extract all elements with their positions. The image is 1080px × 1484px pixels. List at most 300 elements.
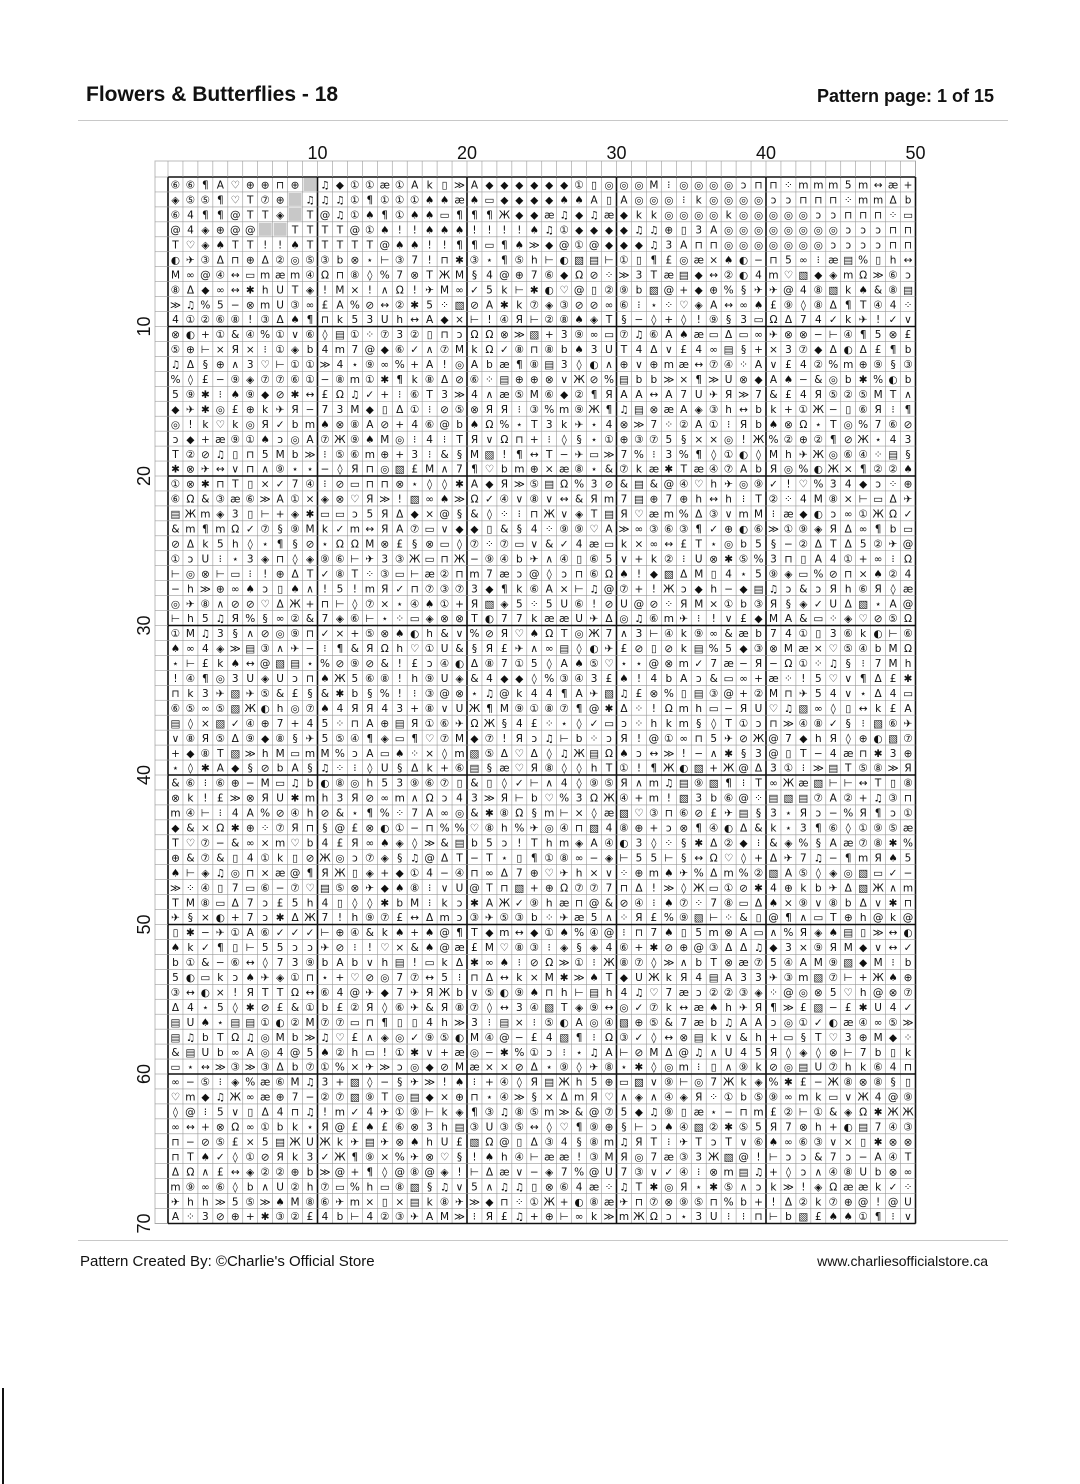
stitch-symbol: 7 [800, 852, 807, 865]
stitch-symbol: h [755, 1031, 762, 1044]
stitch-symbol: § [726, 314, 732, 327]
stitch-symbol: ◎ [709, 179, 719, 192]
stitch-symbol: ⑤ [215, 732, 226, 745]
stitch-symbol: ⁝ [547, 433, 551, 446]
stitch-symbol: ⑧ [529, 493, 539, 506]
stitch-symbol: ↔ [186, 986, 195, 999]
stitch-symbol: ⊓ [888, 239, 898, 252]
stitch-symbol: × [634, 538, 644, 551]
stitch-symbol: Δ [440, 852, 449, 865]
stitch-symbol: − [245, 777, 255, 790]
stitch-symbol: ⑤ [215, 702, 226, 715]
stitch-symbol: ③ [888, 792, 898, 805]
stitch-symbol: ④ [843, 329, 853, 342]
stitch-symbol: ↔ [679, 1001, 689, 1014]
stitch-symbol: ▧ [454, 299, 465, 312]
stitch-symbol: ◆ [814, 344, 823, 357]
stitch-symbol: U [694, 553, 703, 566]
stitch-symbol: ♡ [305, 882, 315, 895]
stitch-symbol: b [560, 344, 568, 357]
stitch-symbol: ⊘ [260, 762, 270, 775]
stitch-symbol: £ [336, 1001, 344, 1014]
stitch-symbol: ♡ [409, 643, 420, 656]
stitch-symbol: ⑥ [424, 777, 435, 790]
stitch-symbol: ⊢ [574, 986, 584, 999]
stitch-symbol: ⑦ [260, 194, 270, 207]
stitch-symbol: % [663, 687, 674, 700]
stitch-symbol: ◈ [365, 867, 374, 880]
stitch-symbol: ♠ [529, 986, 539, 999]
stitch-symbol: ⑥ [888, 717, 898, 730]
stitch-symbol: ▤ [334, 329, 345, 342]
stitch-symbol: ↔ [499, 1001, 509, 1014]
stitch-symbol: ∧ [276, 643, 284, 656]
stitch-symbol: − [186, 1136, 195, 1149]
stitch-symbol: k [426, 1196, 433, 1209]
stitch-symbol: M [499, 702, 509, 715]
stitch-symbol: T [725, 717, 732, 730]
stitch-symbol: Δ [605, 613, 613, 626]
stitch-symbol: k [815, 1091, 822, 1104]
stitch-symbol: ⋆ [411, 478, 418, 491]
stitch-symbol: k [471, 344, 478, 357]
stitch-symbol: h [575, 867, 583, 880]
stitch-symbol: ✱ [724, 747, 734, 760]
stitch-symbol: ¶ [501, 254, 508, 267]
stitch-symbol: U [440, 643, 449, 656]
stitch-symbol: 3 [844, 1031, 852, 1044]
stitch-symbol: T [755, 777, 762, 790]
stitch-symbol: 4 [426, 867, 433, 880]
stitch-symbol: ↄ [785, 1151, 792, 1164]
stitch-symbol: ① [320, 1061, 330, 1074]
stitch-symbol: A [799, 957, 807, 970]
stitch-symbol: ◊ [711, 448, 717, 461]
stitch-symbol: ⑦ [409, 972, 420, 985]
stitch-symbol: ≫ [169, 882, 181, 895]
stitch-symbol: T [486, 882, 493, 895]
stitch-symbol: Ж [663, 762, 675, 775]
stitch-symbol: 7 [276, 957, 284, 970]
stitch-symbol: ◈ [201, 867, 210, 880]
stitch-symbol: ⁝ [323, 448, 327, 461]
stitch-symbol: ▧ [604, 687, 614, 700]
stitch-symbol: ⊓ [694, 732, 703, 745]
stitch-symbol: ⑧ [230, 314, 240, 327]
stitch-symbol: 3 [426, 1121, 433, 1134]
stitch-symbol: ◐ [843, 1121, 853, 1134]
stitch-symbol: b [486, 359, 493, 372]
stitch-symbol: h [231, 538, 239, 551]
stitch-symbol: ④ [290, 807, 300, 820]
stitch-symbol: ¶ [725, 777, 732, 790]
stitch-symbol: ⁝ [891, 403, 895, 416]
stitch-symbol: ¶ [216, 942, 224, 955]
stitch-symbol: ① [170, 628, 181, 641]
stitch-symbol: ⁝ [861, 658, 865, 671]
stitch-symbol: ⋆ [381, 613, 389, 626]
stitch-symbol: § [456, 1151, 463, 1164]
stitch-symbol: 4 [336, 702, 344, 715]
stitch-symbol: ◊ [591, 807, 597, 820]
stitch-symbol: Δ [530, 1136, 538, 1149]
stitch-symbol: ▯ [800, 553, 807, 566]
stitch-symbol: ① [290, 972, 300, 985]
stitch-symbol: ⊘ [873, 613, 883, 626]
stitch-symbol: U [904, 1196, 912, 1209]
stitch-symbol: ④ [559, 822, 569, 835]
stitch-symbol: æ [693, 329, 704, 342]
stitch-symbol: ♡ [634, 807, 644, 820]
stitch-symbol: b [740, 1196, 747, 1209]
stitch-symbol: ∧ [440, 463, 449, 476]
stitch-symbol: ↄ [740, 179, 747, 192]
stitch-symbol: + [290, 717, 300, 730]
stitch-symbol: ⑤ [335, 882, 345, 895]
stitch-symbol: 4 [770, 882, 777, 895]
stitch-symbol: ◎ [275, 628, 285, 641]
stitch-symbol: k [770, 1181, 777, 1194]
stitch-symbol: T [486, 852, 493, 865]
stitch-symbol: 4 [306, 717, 314, 730]
stitch-symbol: 3 [635, 837, 643, 850]
stitch-symbol: ↄ [650, 1121, 657, 1134]
stitch-symbol: ✱ [858, 1001, 868, 1014]
stitch-symbol: ⑨ [828, 957, 838, 970]
stitch-symbol: % [334, 747, 345, 760]
stitch-symbol: ◆ [395, 867, 404, 880]
stitch-symbol: ♫ [305, 194, 315, 207]
stitch-symbol: æ [678, 359, 689, 372]
stitch-symbol: ⊕ [903, 972, 913, 985]
stitch-symbol: ✓ [320, 568, 330, 581]
stitch-symbol: × [245, 344, 255, 357]
stitch-symbol: ⊗ [365, 822, 375, 835]
stitch-symbol: ♡ [798, 478, 809, 491]
stitch-symbol: ! [352, 583, 357, 596]
stitch-symbol: ② [320, 1091, 330, 1104]
stitch-symbol: ∞ [380, 359, 390, 372]
stitch-symbol: × [245, 1136, 255, 1149]
stitch-symbol: m [663, 613, 674, 626]
stitch-symbol: % [559, 792, 570, 805]
stitch-symbol: ↔ [410, 314, 420, 327]
stitch-symbol: ▧ [678, 792, 689, 805]
stitch-symbol: 5 [844, 179, 852, 192]
stitch-symbol: ∞ [784, 1091, 793, 1104]
stitch-symbol: ⋆ [740, 568, 747, 581]
stitch-symbol: ✈ [290, 643, 300, 656]
stitch-symbol: Ж [498, 209, 511, 222]
stitch-symbol: ↄ [292, 942, 298, 955]
stitch-symbol: ▭ [783, 1031, 794, 1044]
stitch-symbol: ⊗ [888, 986, 898, 999]
stitch-symbol: ⁝ [667, 179, 671, 192]
stitch-symbol: Ж [319, 852, 331, 865]
stitch-symbol: ∧ [545, 553, 554, 566]
stitch-symbol: 7 [351, 344, 359, 357]
stitch-symbol: @ [558, 239, 570, 252]
stitch-symbol: ② [843, 792, 853, 805]
stitch-symbol: T [590, 508, 598, 521]
stitch-symbol: ∧ [246, 628, 255, 641]
column-label: 10 [307, 143, 328, 163]
stitch-symbol: ⊕ [529, 463, 539, 476]
stitch-symbol: ⑨ [708, 314, 719, 327]
stitch-symbol: h [904, 658, 912, 671]
stitch-symbol: m [738, 508, 749, 521]
stitch-symbol: ♠ [514, 239, 525, 252]
stitch-symbol: ↔ [873, 179, 883, 192]
stitch-symbol: m [708, 927, 719, 940]
stitch-symbol: ♡ [828, 673, 838, 686]
stitch-symbol: Δ [171, 1001, 180, 1014]
stitch-symbol: ⑥ [439, 717, 450, 730]
stitch-symbol: ⊗ [440, 613, 449, 626]
stitch-symbol: ∞ [544, 643, 554, 656]
stitch-symbol: ⑥ [544, 388, 554, 401]
stitch-symbol: ⊗ [410, 269, 420, 282]
stitch-symbol: ⋆ [172, 762, 179, 775]
stitch-symbol: × [395, 1196, 405, 1209]
stitch-symbol: ≫ [244, 747, 256, 760]
stitch-symbol: @ [738, 792, 749, 805]
stitch-symbol: ▤ [723, 344, 734, 357]
stitch-symbol: ♠ [589, 972, 599, 985]
stitch-symbol: & [619, 478, 629, 491]
stitch-symbol: ≫ [454, 1016, 466, 1029]
stitch-symbol: % [723, 284, 734, 297]
stitch-symbol: ⑨ [574, 523, 584, 536]
stitch-symbol: 5 [755, 1121, 762, 1134]
stitch-symbol: ◎ [649, 194, 659, 207]
stitch-symbol: A [485, 897, 494, 910]
stitch-symbol: ⑥ [320, 1196, 330, 1209]
stitch-symbol: Ж [827, 463, 839, 476]
stitch-symbol: ◈ [575, 508, 584, 521]
stitch-symbol: T [247, 239, 254, 252]
stitch-symbol: æ [559, 463, 570, 476]
stitch-symbol: Δ [739, 942, 748, 955]
stitch-symbol: ② [783, 433, 794, 446]
stitch-symbol: ⋆ [351, 807, 359, 820]
stitch-symbol: h [276, 702, 284, 715]
stitch-symbol: ↄ [232, 972, 239, 985]
stitch-symbol: ♠ [290, 239, 300, 252]
stitch-symbol: ◎ [395, 1091, 405, 1104]
stitch-symbol: b [874, 1166, 882, 1179]
stitch-symbol: ◈ [545, 299, 554, 312]
stitch-symbol: ♠ [454, 1076, 465, 1089]
stitch-symbol: ∨ [231, 1106, 240, 1119]
stitch-symbol: ① [424, 643, 435, 656]
stitch-symbol: % [574, 1166, 585, 1179]
stitch-symbol: ③ [170, 986, 181, 999]
stitch-symbol: m [768, 269, 779, 282]
stitch-symbol: ◊ [367, 897, 373, 910]
stitch-symbol: Я [635, 912, 643, 925]
stitch-symbol: 3 [396, 702, 404, 715]
stitch-symbol: ① [275, 344, 285, 357]
stitch-symbol: ✈ [455, 717, 464, 730]
stitch-symbol: ∞ [201, 1181, 210, 1194]
stitch-symbol: m [394, 792, 405, 805]
stitch-symbol: ▤ [738, 1166, 749, 1179]
stitch-symbol: ≫ [558, 1106, 570, 1119]
stitch-symbol: k [770, 403, 777, 416]
stitch-symbol: @ [439, 942, 450, 955]
stitch-symbol: ⑦ [649, 1196, 659, 1209]
stitch-symbol: ◐ [828, 1016, 838, 1029]
stitch-symbol: & [440, 448, 449, 461]
stitch-symbol: @ [499, 1031, 510, 1044]
stitch-symbol: Δ [889, 493, 897, 506]
stitch-symbol: ◊ [367, 269, 373, 282]
stitch-symbol: ⊕ [215, 359, 225, 372]
stitch-symbol: M [320, 747, 330, 760]
stitch-symbol: k [770, 822, 777, 835]
stitch-symbol: % [319, 658, 330, 671]
stitch-symbol: @ [289, 1046, 301, 1059]
stitch-symbol: ↔ [529, 448, 539, 461]
stitch-symbol: ⑥ [753, 1136, 764, 1149]
stitch-symbol: ⋆ [486, 1091, 493, 1104]
stitch-symbol: £ [276, 897, 284, 910]
stitch-symbol: ① [439, 598, 450, 611]
stitch-symbol: ◆ [575, 209, 584, 222]
stitch-symbol: ↔ [664, 538, 674, 551]
stitch-symbol: 3 [800, 822, 807, 835]
stitch-symbol: 3 [665, 448, 673, 461]
stitch-symbol: A [739, 927, 748, 940]
stitch-symbol: U [276, 284, 284, 297]
stitch-symbol: ▭ [379, 747, 390, 760]
stitch-symbol: ↄ [351, 508, 358, 521]
stitch-symbol: ▤ [858, 1121, 869, 1134]
stitch-symbol: ✱ [171, 463, 180, 476]
stitch-symbol: M [454, 269, 465, 282]
stitch-symbol: ① [723, 1091, 734, 1104]
stitch-symbol: M [888, 643, 898, 656]
stitch-symbol: ✈ [679, 1136, 689, 1149]
stitch-symbol: ¶ [471, 239, 478, 252]
stitch-symbol: ✓ [903, 508, 913, 521]
stitch-symbol: Ω [350, 538, 359, 551]
stitch-symbol: % [903, 837, 914, 850]
stitch-symbol: ♡ [679, 299, 689, 312]
stitch-symbol: − [305, 1091, 315, 1104]
stitch-symbol: ▯ [247, 508, 254, 521]
stitch-symbol: ⑦ [365, 852, 375, 865]
stitch-symbol: ♠ [574, 344, 584, 357]
stitch-symbol: ♠ [783, 374, 794, 387]
stitch-symbol: 7 [231, 882, 239, 895]
stitch-symbol: ▯ [232, 448, 239, 461]
stitch-symbol: Я [381, 508, 389, 521]
stitch-symbol: m [514, 463, 525, 476]
stitch-symbol: ◎ [798, 986, 808, 999]
stitch-symbol: ¶ [785, 912, 792, 925]
stitch-symbol: ◊ [262, 957, 268, 970]
stitch-symbol: 5 [755, 1046, 762, 1059]
stitch-symbol: m [843, 359, 854, 372]
stitch-symbol: ◈ [545, 1166, 554, 1179]
stitch-symbol: − [813, 1076, 823, 1089]
stitch-symbol: ◎ [724, 179, 734, 192]
stitch-symbol: h [396, 643, 404, 656]
stitch-symbol: 5 [770, 957, 777, 970]
stitch-symbol: ⁝ [413, 687, 417, 700]
stitch-symbol: ⑥ [170, 702, 181, 715]
stitch-symbol: ⊓ [709, 239, 718, 252]
stitch-symbol: % [200, 299, 211, 312]
stitch-symbol: 4 [187, 209, 194, 222]
stitch-symbol: @ [364, 344, 376, 357]
stitch-symbol: £ [800, 1076, 807, 1089]
stitch-symbol: ⑦ [439, 732, 450, 745]
stitch-symbol: × [709, 598, 719, 611]
stitch-symbol: ∨ [365, 957, 374, 970]
stitch-symbol: ① [409, 403, 420, 416]
stitch-symbol: b [575, 732, 583, 745]
stitch-symbol: ⑨ [589, 777, 599, 790]
stitch-symbol: ⊢ [350, 553, 360, 566]
stitch-symbol: £ [785, 359, 792, 372]
stitch-symbol: M [185, 897, 195, 910]
stitch-symbol: 7 [859, 1046, 867, 1059]
stitch-symbol: ◊ [546, 1121, 552, 1134]
stitch-symbol: ⋆ [680, 1211, 688, 1224]
stitch-symbol: ⑧ [813, 299, 824, 312]
stitch-symbol: ♡ [544, 792, 554, 805]
stitch-symbol: £ [411, 463, 419, 476]
stitch-symbol: ⁝ [427, 882, 432, 895]
stitch-symbol: ◈ [590, 942, 599, 955]
stitch-symbol: ▧ [813, 1001, 824, 1014]
stitch-symbol: ▭ [738, 897, 749, 910]
stitch-symbol: M [768, 613, 779, 626]
stitch-symbol: ♠ [395, 747, 405, 760]
stitch-symbol: ♡ [185, 837, 196, 850]
stitch-symbol: ⊓ [829, 194, 838, 207]
stitch-symbol: ⁝ [517, 957, 521, 970]
stitch-symbol: 5 [725, 643, 732, 656]
stitch-symbol: − [589, 852, 599, 865]
stitch-symbol: ▭ [813, 613, 824, 626]
stitch-symbol: ↄ [187, 553, 194, 566]
stitch-symbol: ⊕ [634, 1016, 644, 1029]
stitch-symbol: £ [501, 643, 508, 656]
stitch-symbol: ▤ [768, 792, 779, 805]
stitch-symbol: ♠ [574, 314, 584, 327]
stitch-symbol: ∞ [739, 299, 748, 312]
stitch-symbol: ◎ [380, 463, 390, 476]
stitch-symbol: m [798, 1091, 809, 1104]
stitch-symbol: Δ [530, 747, 538, 760]
stitch-symbol: T [531, 418, 538, 431]
stitch-symbol: ◎ [454, 359, 465, 372]
stitch-symbol: T [830, 912, 837, 925]
stitch-symbol: b [306, 837, 314, 850]
stitch-symbol: Ω [904, 643, 913, 656]
stitch-symbol: ⑦ [798, 344, 809, 357]
stitch-symbol: ⑤ [514, 254, 525, 267]
stitch-symbol: k [501, 284, 508, 297]
stitch-symbol: A [485, 299, 494, 312]
stitch-symbol: ∨ [814, 897, 823, 910]
stitch-symbol: ⑥ [215, 1181, 226, 1194]
stitch-symbol: ♠ [574, 658, 584, 671]
